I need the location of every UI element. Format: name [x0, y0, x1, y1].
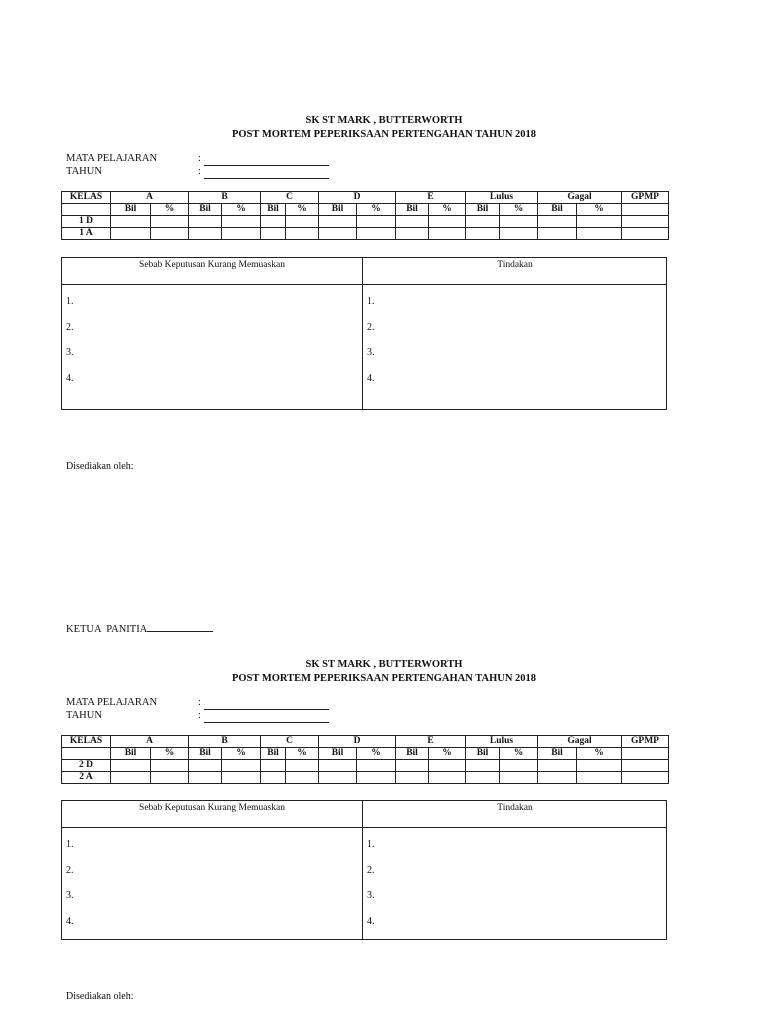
subheader-cell: Bil [466, 748, 500, 760]
school-name: SK ST MARK , BUTTERWORTH [305, 659, 463, 670]
action-item-1[interactable]: 1. [367, 296, 375, 307]
subheader-cell: Bil [261, 204, 286, 216]
header-gagal: Gagal [538, 192, 622, 204]
cause-item-3[interactable]: 3. [66, 347, 74, 358]
cause-item-1[interactable]: 1. [66, 296, 74, 307]
subject-colon: : [198, 153, 201, 164]
header-b: B [189, 736, 261, 748]
header-gpmp: GPMP [622, 192, 669, 204]
header-lulus: Lulus [466, 192, 538, 204]
cause-item-4[interactable]: 4. [66, 373, 74, 384]
grades-table [61, 191, 669, 240]
action-header: Tindakan [497, 803, 533, 813]
subheader-cell: % [357, 748, 396, 760]
table-header-row [62, 192, 669, 204]
action-item-3[interactable]: 3. [367, 890, 375, 901]
subject-field[interactable] [204, 155, 329, 166]
grades-table [61, 735, 669, 784]
subheader-cell: Bil [396, 204, 429, 216]
cause-header: Sebab Keputusan Kurang Memuaskan [139, 260, 285, 270]
prepared-by-label: Disediakan oleh: [66, 461, 134, 472]
subheader-cell: % [357, 204, 396, 216]
header-b: B [189, 192, 261, 204]
subheader-cell: % [577, 748, 622, 760]
table-subheader-row [62, 748, 669, 760]
subheader-cell: Bil [261, 748, 286, 760]
table-row [62, 228, 669, 240]
header-a: A [111, 736, 189, 748]
year-colon: : [198, 166, 201, 177]
subheader-cell: % [222, 204, 261, 216]
subheader-cell: % [577, 204, 622, 216]
subheader-cell: Bil [466, 204, 500, 216]
subheader-cell: Bil [189, 204, 222, 216]
header-e: E [396, 192, 466, 204]
row-class-label: 2 A [62, 772, 111, 784]
subheader-cell: % [222, 748, 261, 760]
table-row [62, 772, 669, 784]
subheader-cell: Bil [538, 204, 577, 216]
subject-label: MATA PELAJARAN [66, 153, 158, 164]
subheader-cell: % [151, 748, 189, 760]
row-class-label: 1 A [62, 228, 111, 240]
school-name: SK ST MARK , BUTTERWORTH [305, 115, 463, 126]
header-c: C [261, 736, 319, 748]
ketua-panitia [66, 621, 213, 635]
year-colon: : [198, 710, 201, 721]
year-field[interactable] [204, 712, 329, 723]
table-header-row [62, 736, 669, 748]
header-gagal: Gagal [538, 736, 622, 748]
form-title: POST MORTEM PEPERIKSAAN PERTENGAHAN TAHUN 2018 [231, 673, 537, 684]
subheader-cell: % [500, 748, 538, 760]
subheader-cell: % [286, 748, 319, 760]
prepared-by-label: Disediakan oleh: [66, 991, 134, 1002]
subheader-cell: Bil [111, 748, 151, 760]
action-item-2[interactable]: 2. [367, 322, 375, 333]
header-d: D [319, 192, 396, 204]
subject-label: MATA PELAJARAN [66, 697, 158, 708]
header-d: D [319, 736, 396, 748]
analysis-box [61, 800, 667, 940]
action-item-1[interactable]: 1. [367, 839, 375, 850]
ketua-label: KETUA PANITIA [66, 624, 148, 635]
subheader-cell: % [429, 204, 466, 216]
header-kelas: KELAS [62, 192, 111, 204]
cause-item-1[interactable]: 1. [66, 839, 74, 850]
subheader-cell: Bil [319, 204, 357, 216]
header-gpmp: GPMP [622, 736, 669, 748]
table-row [62, 216, 669, 228]
header-e: E [396, 736, 466, 748]
subject-colon: : [198, 697, 201, 708]
subheader-cell: Bil [538, 748, 577, 760]
table-subheader-row [62, 204, 669, 216]
cause-item-4[interactable]: 4. [66, 916, 74, 927]
form-title: POST MORTEM PEPERIKSAAN PERTENGAHAN TAHUN 2018 [231, 129, 537, 140]
subheader-cell: Bil [189, 748, 222, 760]
header-a: A [111, 192, 189, 204]
subheader-cell: % [151, 204, 189, 216]
ketua-signature-line[interactable] [147, 621, 213, 632]
analysis-box [61, 257, 667, 410]
row-class-label: 2 D [62, 760, 111, 772]
subject-field[interactable] [204, 699, 329, 710]
action-item-4[interactable]: 4. [367, 916, 375, 927]
year-field[interactable] [204, 168, 329, 179]
row-class-label: 1 D [62, 216, 111, 228]
subheader-cell: % [286, 204, 319, 216]
year-label: TAHUN [66, 166, 102, 177]
header-lulus: Lulus [466, 736, 538, 748]
cause-item-2[interactable]: 2. [66, 865, 74, 876]
action-item-2[interactable]: 2. [367, 865, 375, 876]
year-label: TAHUN [66, 710, 102, 721]
subheader-cell: % [500, 204, 538, 216]
action-item-4[interactable]: 4. [367, 373, 375, 384]
subheader-cell: Bil [111, 204, 151, 216]
cause-item-2[interactable]: 2. [66, 322, 74, 333]
subheader-cell: Bil [396, 748, 429, 760]
header-c: C [261, 192, 319, 204]
subheader-cell: % [429, 748, 466, 760]
table-row [62, 760, 669, 772]
action-item-3[interactable]: 3. [367, 347, 375, 358]
cause-item-3[interactable]: 3. [66, 890, 74, 901]
action-header: Tindakan [497, 260, 533, 270]
header-kelas: KELAS [62, 736, 111, 748]
cause-header: Sebab Keputusan Kurang Memuaskan [139, 803, 285, 813]
subheader-cell: Bil [319, 748, 357, 760]
